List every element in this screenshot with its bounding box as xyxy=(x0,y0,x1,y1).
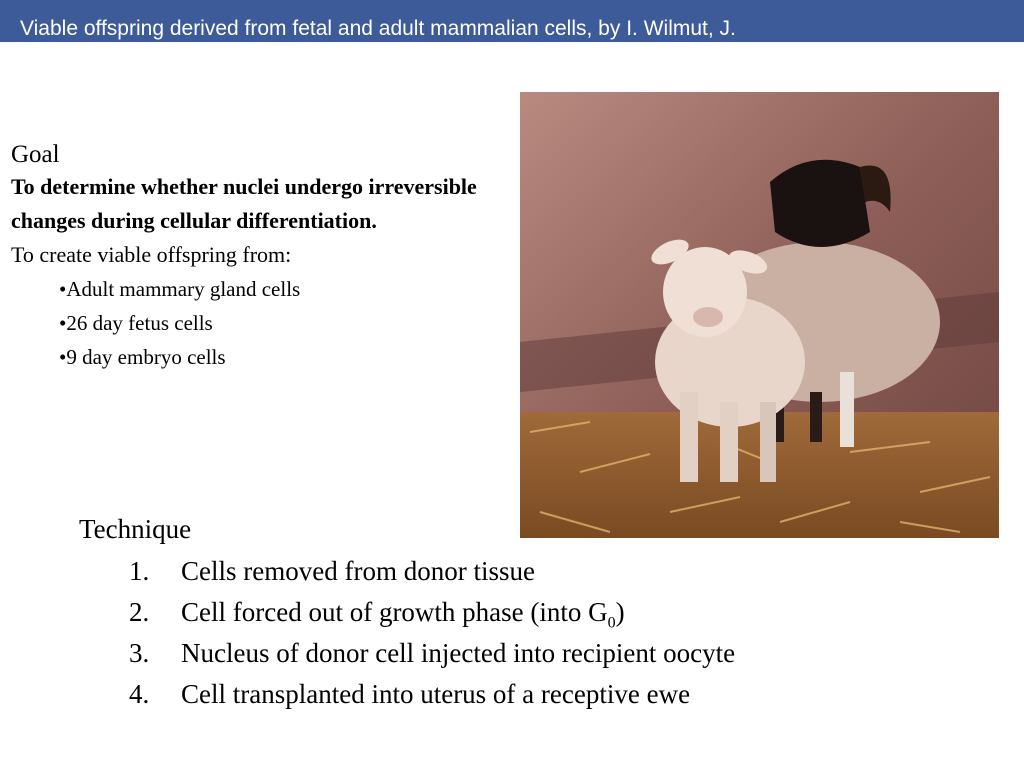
step-text: Cell forced out of growth phase (into G xyxy=(181,597,608,627)
list-item xyxy=(79,674,979,715)
goal-heading: Goal xyxy=(11,141,60,168)
step-number: 2. xyxy=(129,597,150,627)
sheep-photo xyxy=(520,92,999,538)
technique-steps xyxy=(79,551,979,715)
step-text: Nucleus of donor cell injected into recipient oocyte xyxy=(181,638,736,668)
technique-section xyxy=(79,512,979,715)
step-number: 1. xyxy=(129,556,150,586)
step-number: 4. xyxy=(129,679,150,709)
cell-source-list xyxy=(11,272,511,374)
slide-title: Viable offspring derived from fetal and adult mammalian cells, by I. Wilmut, J. xyxy=(20,17,736,40)
goal-statement: To determine whether nuclei undergo irreversible changes during cellular differentiation. xyxy=(11,174,477,233)
list-item xyxy=(79,551,979,592)
goal-section xyxy=(11,140,511,374)
list-item xyxy=(79,633,979,674)
title-bar xyxy=(0,0,1024,42)
step-text: Cell transplanted into uterus of a receptive ewe xyxy=(181,679,691,709)
list-item: •Adult mammary gland cells xyxy=(59,277,301,301)
technique-heading: Technique xyxy=(79,514,192,544)
list-item: •9 day embryo cells xyxy=(59,345,226,369)
list-item: •26 day fetus cells xyxy=(59,311,213,335)
step-number: 3. xyxy=(129,638,150,668)
list-item xyxy=(79,592,979,633)
subscript: 0 xyxy=(607,614,616,632)
goal-sub-heading: To create viable offspring from: xyxy=(11,242,292,267)
step-text: Cells removed from donor tissue xyxy=(181,556,535,586)
step-text-tail: ) xyxy=(615,597,625,627)
